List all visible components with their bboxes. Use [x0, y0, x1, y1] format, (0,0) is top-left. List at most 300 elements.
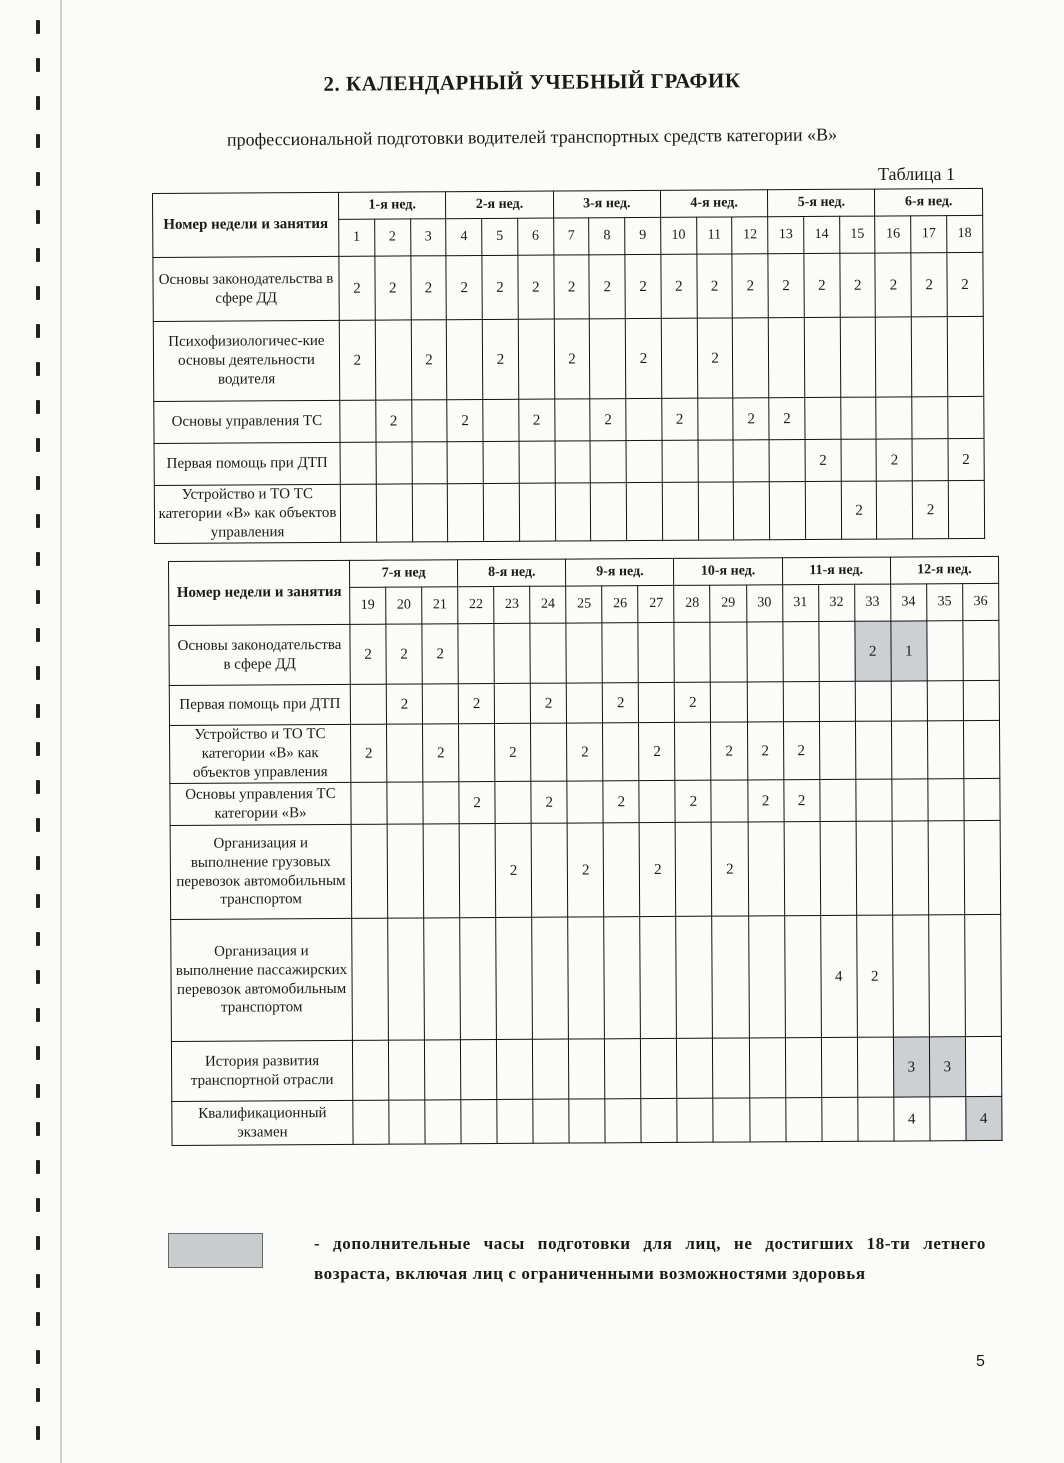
hours-cell: [603, 723, 639, 781]
hours-cell: [530, 623, 566, 683]
hours-cell: 2: [877, 439, 913, 481]
hours-cell: [661, 318, 697, 398]
hours-cell: 2: [518, 255, 554, 319]
hours-cell: [602, 623, 638, 683]
lesson-number: 13: [768, 217, 804, 254]
hours-cell: [340, 442, 376, 484]
hours-cell: [676, 916, 713, 1038]
hours-cell: [459, 724, 495, 782]
hours-cell: [749, 1038, 785, 1098]
hours-cell: 2: [747, 780, 783, 822]
hours-cell: 2: [339, 256, 375, 320]
binding-hole: [36, 780, 40, 794]
hours-cell: [350, 684, 386, 724]
hours-cell: [422, 684, 458, 724]
hours-cell: 2: [482, 319, 518, 399]
binding-hole: [36, 932, 40, 946]
hours-cell: 2: [554, 319, 590, 399]
binding-hole: [36, 590, 40, 604]
hours-cell: 2: [423, 724, 459, 782]
hours-cell: [626, 440, 662, 482]
hours-cell: 2: [855, 621, 891, 681]
binding-hole: [36, 286, 40, 300]
hours-cell: [555, 483, 591, 541]
week-header: 3-я нед.: [553, 190, 660, 218]
hours-cell: [675, 722, 711, 780]
lesson-number: 1: [339, 219, 375, 256]
hours-cell: [713, 1098, 749, 1142]
hours-cell: [856, 779, 892, 821]
hours-cell: [447, 441, 483, 483]
hours-cell: 2: [567, 723, 603, 781]
hours-cell: [569, 1099, 605, 1143]
hours-cell: 2: [712, 822, 749, 916]
hours-cell: 2: [459, 782, 495, 824]
hours-cell: [819, 621, 855, 681]
hours-cell: 2: [339, 320, 375, 400]
hours-cell: [662, 482, 698, 540]
page-edge: [60, 0, 62, 1463]
lesson-number: 33: [854, 584, 890, 621]
hours-cell: [857, 1037, 893, 1097]
hours-cell: [533, 1039, 569, 1099]
hours-cell: [964, 778, 1000, 820]
hours-cell: 2: [495, 723, 531, 781]
subject-name: Организация и выполнение грузовых перевозок автомобильным транспортом: [170, 824, 352, 919]
hours-cell: 2: [531, 683, 567, 723]
hours-cell: 2: [875, 253, 911, 317]
hours-cell: [963, 620, 999, 680]
hours-cell: [855, 681, 891, 721]
hours-cell: 4: [966, 1096, 1002, 1140]
lesson-number: 8: [589, 218, 625, 255]
table-row: [154, 396, 984, 443]
hours-cell: [496, 917, 533, 1039]
lesson-number: 10: [661, 217, 697, 254]
binding-hole: [36, 1350, 40, 1364]
hours-cell: [947, 316, 983, 396]
hours-cell: 2: [639, 722, 675, 780]
week-header: 4-я нед.: [660, 190, 767, 218]
hours-cell: [930, 1097, 966, 1141]
hours-cell: [677, 1038, 713, 1098]
hours-cell: [840, 317, 876, 397]
binding-hole: [36, 894, 40, 908]
subject-name: Устройство и ТО ТС категории «В» как объектов управления: [154, 484, 340, 543]
hours-cell: [711, 780, 747, 822]
hours-cell: 2: [625, 318, 661, 398]
hours-cell: [710, 622, 746, 682]
binding-hole: [36, 856, 40, 870]
hours-cell: 2: [376, 400, 412, 442]
week-header: 10-я нед.: [674, 558, 782, 586]
hours-cell: [821, 1037, 857, 1097]
lesson-number: 19: [350, 587, 386, 624]
hours-cell: 3: [893, 1037, 929, 1097]
hours-cell: [840, 397, 876, 439]
hours-cell: [733, 318, 769, 398]
hours-cell: [784, 822, 821, 916]
subject-name: История развития транспортной отрасли: [171, 1040, 352, 1101]
binding-hole: [36, 1388, 40, 1402]
week-header: 7-я нед: [349, 560, 457, 588]
page-subtitle: профессиональной подготовки водителей транспортных средств категории «В»: [226, 124, 838, 150]
hours-cell: [376, 442, 412, 484]
hours-cell: [387, 782, 423, 824]
lesson-number: 15: [839, 216, 875, 253]
lesson-number: 34: [890, 584, 926, 621]
hours-cell: [948, 480, 984, 538]
hours-cell: 2: [482, 255, 518, 319]
schedule-table-weeks-1-6: [152, 188, 985, 544]
lesson-number: 28: [674, 585, 710, 622]
binding-hole: [36, 1274, 40, 1288]
lesson-number: 16: [875, 216, 911, 253]
lesson-number: 7: [553, 218, 589, 255]
binding-hole: [36, 1046, 40, 1060]
lesson-number: 2: [374, 219, 410, 256]
hours-cell: [698, 440, 734, 482]
hours-cell: 2: [662, 398, 698, 440]
hours-cell: [605, 1039, 641, 1099]
legend-swatch: [168, 1233, 263, 1268]
hours-cell: [927, 621, 963, 681]
hours-cell: 2: [446, 255, 482, 319]
hours-cell: [805, 481, 841, 539]
hours-cell: [567, 781, 603, 823]
hours-cell: [782, 622, 818, 682]
table-row: [169, 620, 999, 685]
lesson-number: 25: [566, 586, 602, 623]
hours-cell: [912, 439, 948, 481]
hours-cell: 2: [386, 624, 422, 684]
hours-cell: 2: [711, 722, 747, 780]
hours-cell: [747, 682, 783, 722]
binding-hole: [36, 1426, 40, 1440]
hours-cell: 2: [675, 682, 711, 722]
table-row: [171, 1036, 1001, 1101]
hours-cell: [819, 681, 855, 721]
hours-cell: [425, 1040, 461, 1100]
hours-cell: [494, 683, 530, 723]
week-header: 2-я нед.: [446, 191, 553, 219]
hours-cell: [662, 440, 698, 482]
hours-cell: [785, 1038, 821, 1098]
hours-cell: 2: [519, 399, 555, 441]
week-header: 12-я нед.: [890, 556, 998, 584]
hours-cell: [891, 681, 927, 721]
hours-cell: 2: [697, 318, 733, 398]
week-header: 8-я нед.: [458, 559, 566, 587]
lesson-number: 36: [962, 583, 998, 620]
hours-cell: [641, 1038, 677, 1098]
hours-cell: [447, 319, 483, 399]
hours-cell: [892, 779, 928, 821]
lesson-number: 21: [422, 587, 458, 624]
hours-cell: [351, 824, 388, 918]
binding-hole: [36, 58, 40, 72]
hours-cell: 2: [911, 253, 947, 317]
hours-cell: [769, 440, 805, 482]
table-row: [154, 438, 984, 485]
lesson-number: 4: [446, 218, 482, 255]
hours-cell: [494, 623, 530, 683]
hours-cell: 3: [929, 1037, 965, 1097]
hours-cell: 2: [495, 823, 532, 917]
lesson-number: 35: [926, 584, 962, 621]
hours-cell: 2: [841, 481, 877, 539]
hours-cell: [674, 622, 710, 682]
hours-cell: [590, 319, 626, 399]
hours-cell: [733, 440, 769, 482]
binding-hole: [36, 476, 40, 490]
hours-cell: [388, 918, 425, 1040]
binding-hole: [36, 666, 40, 680]
hours-cell: [340, 484, 376, 542]
hours-cell: 2: [411, 320, 447, 400]
hours-cell: [912, 317, 948, 397]
hours-cell: 2: [856, 915, 893, 1037]
table-label: Таблица 1: [878, 164, 955, 184]
hours-cell: [746, 622, 782, 682]
table-row: [169, 680, 999, 725]
hours-cell: 2: [458, 684, 494, 724]
hours-cell: [855, 721, 891, 779]
binding-hole: [36, 324, 40, 338]
subject-name: Основы законодательства в сфере ДД: [153, 256, 339, 321]
hours-cell: [569, 1039, 605, 1099]
hours-cell: [641, 1098, 677, 1142]
hours-cell: [965, 1036, 1001, 1096]
schedule-table-weeks-7-12: [168, 556, 1002, 1146]
binding-hole: [36, 970, 40, 984]
hours-cell: 2: [661, 254, 697, 318]
hours-cell: [819, 721, 855, 779]
hours-cell: 2: [350, 624, 386, 684]
week-header: 5-я нед.: [768, 189, 875, 217]
binding-hole: [36, 362, 40, 376]
subject-name: Первая помощь при ДТП: [154, 442, 340, 485]
binding-hole: [36, 552, 40, 566]
hours-cell: [448, 483, 484, 541]
hours-cell: [639, 780, 675, 822]
hours-cell: [749, 1098, 785, 1142]
hours-cell: [820, 821, 857, 915]
hours-cell: 2: [410, 256, 446, 320]
spiral-binding: [0, 0, 70, 1463]
hours-cell: [590, 441, 626, 483]
hours-cell: [785, 1098, 821, 1142]
lesson-number: 32: [818, 584, 854, 621]
hours-cell: [604, 917, 641, 1039]
hours-cell: 2: [769, 398, 805, 440]
lesson-number: 24: [530, 586, 566, 623]
binding-hole: [36, 438, 40, 452]
subject-name: Устройство и ТО ТС категории «В» как объектов управления: [170, 724, 351, 783]
hours-cell: 2: [783, 722, 819, 780]
table-row: [170, 720, 1000, 783]
hours-cell: [411, 400, 447, 442]
binding-hole: [36, 704, 40, 718]
hours-cell: [768, 318, 804, 398]
hours-cell: [927, 721, 963, 779]
page-title: 2. КАЛЕНДАРНЫЙ УЧЕБНЫЙ ГРАФИК: [323, 68, 741, 96]
hours-cell: [353, 1100, 389, 1144]
hours-cell: [566, 623, 602, 683]
hours-cell: [626, 482, 662, 540]
hours-cell: [713, 1038, 749, 1098]
binding-hole: [36, 248, 40, 262]
legend-text: - дополнительные часы подготовки для лиц, не достигших 18-ти летнего возраста, включая лиц с ограниченными возможностями здоровья: [314, 1234, 986, 1283]
hours-cell: [769, 482, 805, 540]
hours-cell: [533, 1099, 569, 1143]
hours-cell: [711, 682, 747, 722]
week-header: 1-я нед.: [338, 192, 445, 220]
hours-cell: [603, 823, 640, 917]
hours-cell: [677, 1098, 713, 1142]
header-corner: Номер недели и занятия: [153, 192, 339, 257]
table-row: [153, 252, 983, 321]
hours-cell: 2: [947, 252, 983, 316]
hours-cell: 2: [386, 684, 422, 724]
hours-cell: 2: [675, 780, 711, 822]
hours-cell: [928, 915, 965, 1037]
hours-cell: [876, 317, 912, 397]
hours-cell: [928, 821, 965, 915]
hours-cell: [892, 915, 929, 1037]
hours-cell: 2: [603, 683, 639, 723]
binding-hole: [36, 1122, 40, 1136]
hours-cell: [638, 622, 674, 682]
lesson-number: 31: [782, 585, 818, 622]
hours-cell: 2: [840, 253, 876, 317]
hours-cell: [805, 397, 841, 439]
hours-cell: [497, 1099, 533, 1143]
hours-cell: [519, 441, 555, 483]
lesson-number: 29: [710, 585, 746, 622]
hours-cell: 2: [805, 439, 841, 481]
hours-cell: 4: [894, 1097, 930, 1141]
hours-cell: 2: [351, 724, 387, 782]
table-row: [153, 316, 983, 401]
subject-name: Первая помощь при ДТП: [169, 684, 350, 725]
lesson-number: 14: [804, 216, 840, 253]
hours-cell: 2: [603, 781, 639, 823]
week-header: 6-я нед.: [875, 188, 982, 216]
hours-cell: [698, 482, 734, 540]
subject-name: Квалификационный экзамен: [172, 1100, 353, 1145]
subject-name: Основы управления ТС категории «В»: [170, 782, 351, 825]
binding-hole: [36, 1312, 40, 1326]
binding-hole: [36, 172, 40, 186]
table-row: [172, 1096, 1002, 1145]
table-row: [170, 820, 1000, 919]
hours-cell: [591, 483, 627, 541]
hours-cell: [964, 820, 1001, 914]
lesson-number: 3: [410, 219, 446, 256]
binding-hole: [36, 818, 40, 832]
week-header: 11-я нед.: [782, 557, 890, 585]
hours-cell: [497, 1039, 533, 1099]
hours-cell: [352, 1040, 388, 1100]
week-header: 9-я нед.: [566, 558, 674, 586]
hours-cell: [841, 439, 877, 481]
subject-name: Психофизиологичес-кие основы деятельности водителя: [153, 320, 339, 401]
hours-cell: [891, 721, 927, 779]
hours-cell: [748, 916, 785, 1038]
hours-cell: [518, 319, 554, 399]
hours-cell: [461, 1100, 497, 1144]
hours-cell: [927, 681, 963, 721]
hours-cell: [963, 720, 999, 778]
hours-cell: [928, 779, 964, 821]
lesson-number: 27: [638, 585, 674, 622]
hours-cell: 2: [590, 399, 626, 441]
binding-hole: [36, 514, 40, 528]
hours-cell: [460, 918, 497, 1040]
hours-cell: [532, 917, 569, 1039]
hours-cell: [877, 481, 913, 539]
hours-cell: [531, 823, 568, 917]
binding-hole: [36, 20, 40, 34]
hours-cell: [352, 918, 389, 1040]
binding-hole: [36, 1084, 40, 1098]
hours-cell: 2: [913, 481, 949, 539]
hours-cell: 2: [747, 722, 783, 780]
hours-cell: [483, 399, 519, 441]
hours-cell: [424, 918, 461, 1040]
hours-cell: 2: [804, 253, 840, 317]
hours-cell: [423, 824, 460, 918]
hours-cell: [784, 916, 821, 1038]
hours-cell: 2: [625, 254, 661, 318]
hours-cell: [640, 916, 677, 1038]
lesson-number: 22: [458, 587, 494, 624]
hours-cell: 2: [732, 254, 768, 318]
hours-cell: [412, 442, 448, 484]
hours-cell: 2: [768, 254, 804, 318]
subject-name: Основы управления ТС: [154, 400, 340, 443]
hours-cell: [388, 1040, 424, 1100]
hours-cell: 4: [820, 915, 857, 1037]
hours-cell: [483, 441, 519, 483]
lesson-number: 5: [482, 218, 518, 255]
hours-cell: [856, 821, 893, 915]
hours-cell: [734, 482, 770, 540]
hours-cell: [376, 484, 412, 542]
hours-cell: 2: [697, 254, 733, 318]
hours-cell: 2: [553, 255, 589, 319]
hours-cell: [555, 441, 591, 483]
hours-cell: [459, 824, 496, 918]
hours-cell: 1: [891, 621, 927, 681]
hours-cell: [340, 400, 376, 442]
hours-cell: [948, 396, 984, 438]
binding-hole: [36, 400, 40, 414]
subject-name: Основы законодательства в сфере ДД: [169, 624, 350, 685]
hours-cell: [425, 1100, 461, 1144]
binding-hole: [36, 210, 40, 224]
hours-cell: [412, 484, 448, 542]
hours-cell: [531, 723, 567, 781]
hours-cell: 2: [733, 398, 769, 440]
hours-cell: [351, 782, 387, 824]
hours-cell: [567, 683, 603, 723]
hours-cell: [626, 398, 662, 440]
lesson-number: 23: [494, 586, 530, 623]
hours-cell: [387, 824, 424, 918]
hours-cell: 2: [531, 781, 567, 823]
